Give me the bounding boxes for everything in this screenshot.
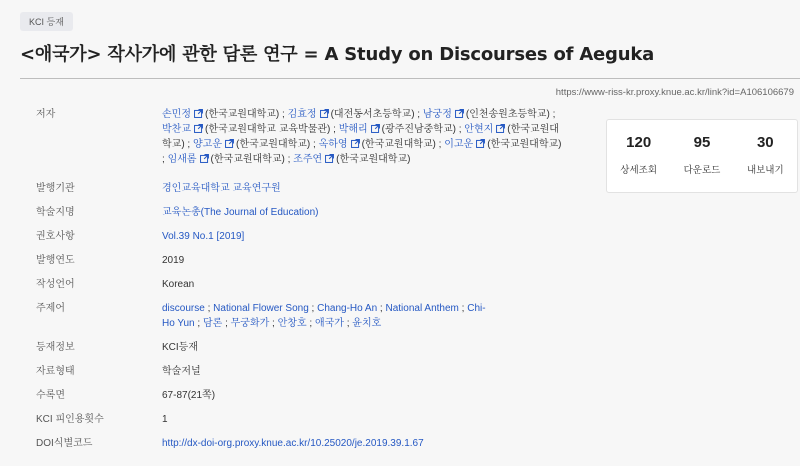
journal-link[interactable]: 교육논총(The Journal of Education) xyxy=(162,207,319,218)
keyword-link[interactable]: Chang-Ho An xyxy=(317,303,378,314)
external-link-icon[interactable] xyxy=(351,139,360,148)
author-affiliation: (대전동서초등학교) ; xyxy=(330,109,423,120)
pages-row xyxy=(20,388,800,412)
volume-label: 권호사항 xyxy=(36,231,75,242)
journal-label: 학술지명 xyxy=(36,207,75,218)
keyword-link[interactable]: National Flower Song xyxy=(213,303,309,314)
keyword-separator: ; xyxy=(194,318,203,329)
doi-row xyxy=(20,436,800,460)
author-affiliation: (한국교원대학교) ; xyxy=(204,109,288,120)
stat-views-count: 120 xyxy=(626,134,652,151)
stat-exports-count: 30 xyxy=(756,134,774,151)
author-affiliation: (한국교원대학교) ; xyxy=(162,139,562,165)
pages-value: 67-87(21쪽) xyxy=(162,390,216,401)
author-link[interactable]: 조주연 xyxy=(293,154,323,165)
title-divider xyxy=(20,78,800,79)
keyword-separator: ; xyxy=(204,303,214,314)
author-affiliation: (한국교원대학교) xyxy=(336,154,411,165)
volume-link[interactable]: Vol.39 No.1 [2019] xyxy=(162,231,245,242)
stat-exports-label: 내보내기 xyxy=(746,165,784,176)
author-link[interactable]: 박찬교 xyxy=(162,124,191,135)
keyword-link[interactable]: 윤치호 xyxy=(352,318,382,329)
keywords-list xyxy=(162,301,492,331)
external-link-icon[interactable] xyxy=(476,139,485,148)
publisher-link[interactable]: 경인교육대학교 교육연구원 xyxy=(162,183,281,194)
external-link-icon[interactable] xyxy=(194,124,203,133)
external-link-icon[interactable] xyxy=(496,124,505,133)
registration-label: 등재정보 xyxy=(36,342,75,353)
doctype-label: 자료형태 xyxy=(36,366,75,377)
keyword-link[interactable]: discourse xyxy=(162,303,205,314)
external-link-icon[interactable] xyxy=(194,109,203,118)
year-label: 발행연도 xyxy=(36,255,75,266)
citations-value: 1 xyxy=(162,414,168,425)
keyword-link[interactable]: 무궁화가 xyxy=(230,318,270,329)
doi-link[interactable]: http://dx-doi-org.proxy.knue.ac.kr/10.25020/je.2019.39.1.67 xyxy=(162,438,424,449)
keyword-link[interactable]: 담론 xyxy=(202,318,223,329)
author-link[interactable]: 박해리 xyxy=(338,124,368,135)
citations-row xyxy=(20,412,800,436)
author-affiliation: (광주진남중학교) ; xyxy=(381,124,465,135)
author-affiliation: (한국교원대학교) ; xyxy=(162,124,559,150)
registration-value: KCI등재 xyxy=(162,342,198,353)
author-link[interactable]: 양고운 xyxy=(193,139,222,150)
keyword-separator: ; xyxy=(377,303,386,314)
keyword-separator: ; xyxy=(306,318,315,329)
keyword-separator: ; xyxy=(343,318,353,329)
stats-box xyxy=(606,119,798,193)
doctype-value: 학술저널 xyxy=(162,366,201,377)
keyword-link[interactable]: Chi-Ho Yun xyxy=(162,303,486,329)
authors-list xyxy=(162,107,562,167)
external-link-icon[interactable] xyxy=(200,154,209,163)
external-link-icon[interactable] xyxy=(325,154,334,163)
authors-label: 저자 xyxy=(36,109,56,120)
stat-downloads-count: 95 xyxy=(693,134,711,151)
keyword-separator: ; xyxy=(308,303,318,314)
registration-row xyxy=(20,340,800,364)
stat-views xyxy=(607,120,670,192)
external-link-icon[interactable] xyxy=(455,109,464,118)
volume-row xyxy=(20,229,800,253)
author-link[interactable]: 손민정 xyxy=(162,109,191,120)
keywords-label: 주제어 xyxy=(36,303,65,314)
language-label: 작성언어 xyxy=(36,279,75,290)
keyword-link[interactable]: National Anthem xyxy=(385,303,459,314)
citations-label: KCI 피인용횟수 xyxy=(36,414,104,425)
doi-label: DOI식별코드 xyxy=(36,438,93,449)
author-link[interactable]: 남궁정 xyxy=(422,109,452,120)
external-link-icon[interactable] xyxy=(320,109,329,118)
kci-badge: KCI 등재 xyxy=(20,12,73,31)
publisher-label: 발행기관 xyxy=(36,183,75,194)
page-title: <애국가> 작사가에 관한 담론 연구 = A Study on Discourses of Aeguka xyxy=(20,44,655,65)
year-value: 2019 xyxy=(162,255,185,266)
keyword-link[interactable]: 애국가 xyxy=(314,318,344,329)
pages-label: 수록면 xyxy=(36,390,65,401)
author-link[interactable]: 김효정 xyxy=(287,109,317,120)
language-row xyxy=(20,277,800,301)
language-value: Korean xyxy=(162,279,195,290)
author-affiliation: (한국교원대학교) ; xyxy=(361,139,445,150)
keywords-row xyxy=(20,301,800,340)
author-affiliation: (한국교원대학교 교육박물관) ; xyxy=(204,124,339,135)
external-link-icon[interactable] xyxy=(225,139,234,148)
keyword-link[interactable]: 안창호 xyxy=(277,318,307,329)
author-link[interactable]: 이고운 xyxy=(444,139,474,150)
stat-downloads xyxy=(670,120,733,192)
author-affiliation: (한국교원대학교) ; xyxy=(210,154,294,165)
keyword-separator: ; xyxy=(269,318,278,329)
permalink-url[interactable]: https://www-riss-kr.proxy.knue.ac.kr/link?id=A106106679 xyxy=(555,87,794,98)
stat-downloads-label: 다운로드 xyxy=(683,165,721,176)
author-link[interactable]: 임새롬 xyxy=(167,154,197,165)
keyword-separator: ; xyxy=(222,318,231,329)
author-affiliation: (인천송원초등학교) ; xyxy=(465,109,556,120)
doctype-row xyxy=(20,364,800,388)
external-link-icon[interactable] xyxy=(371,124,380,133)
stat-exports xyxy=(734,120,797,192)
author-link[interactable]: 안현지 xyxy=(464,124,494,135)
author-link[interactable]: 옥하영 xyxy=(318,139,348,150)
year-row xyxy=(20,253,800,277)
stat-views-label: 상세조회 xyxy=(620,165,658,176)
author-affiliation: (한국교원대학교) ; xyxy=(235,139,319,150)
keyword-separator: ; xyxy=(458,303,468,314)
journal-row xyxy=(20,205,800,229)
